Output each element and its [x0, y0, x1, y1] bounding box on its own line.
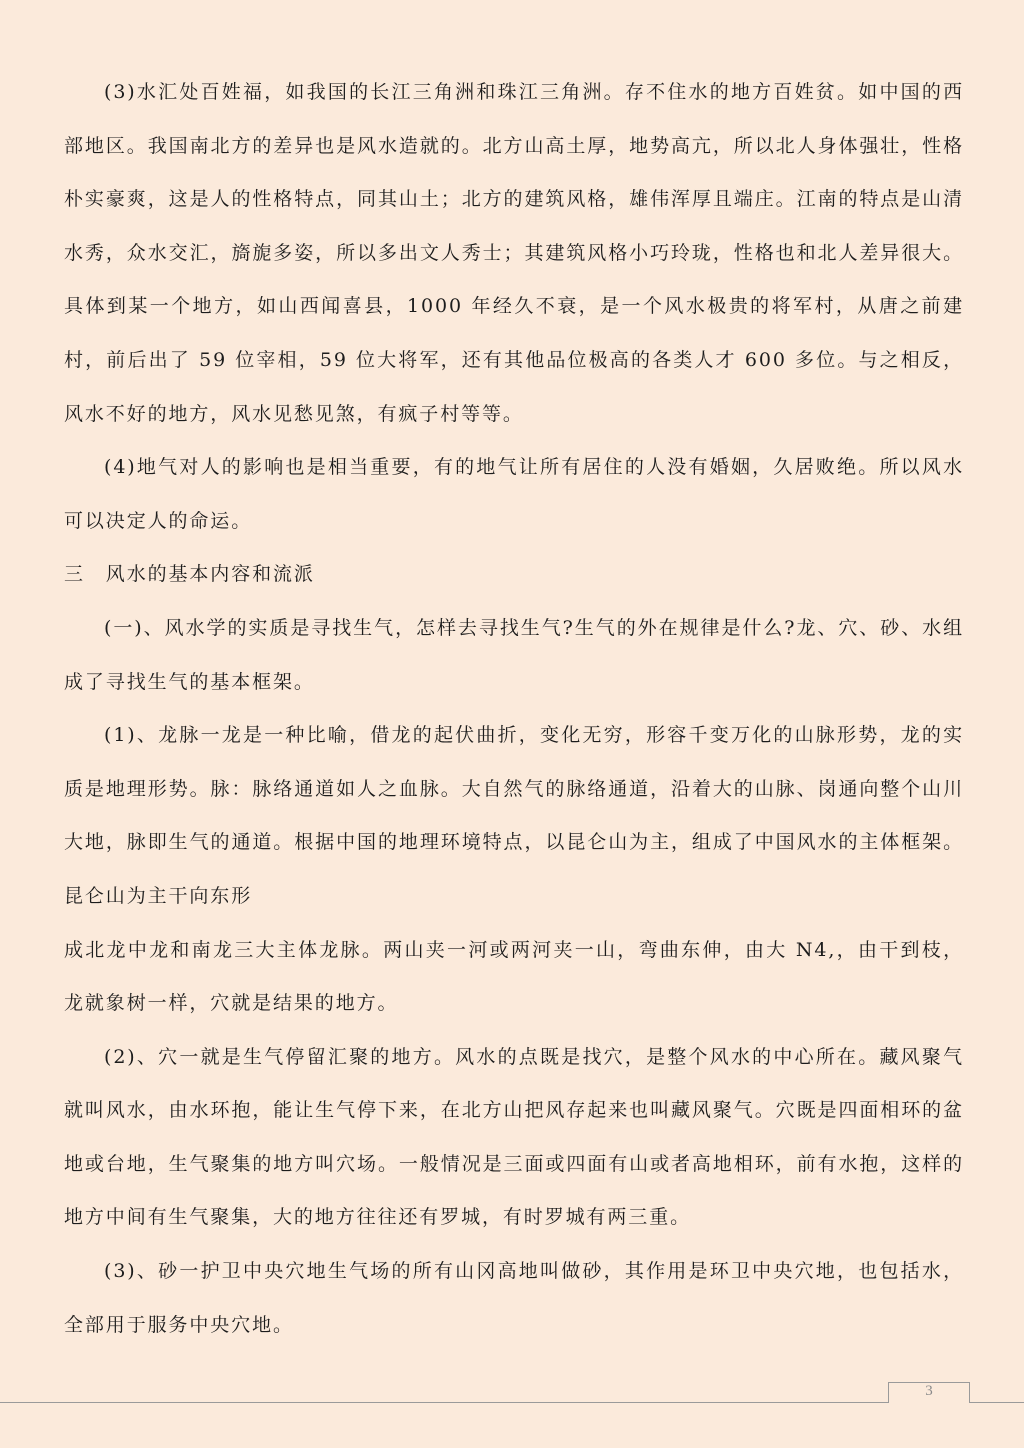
paragraph-sand: (3)、砂一护卫中央穴地生气场的所有山冈高地叫做砂，其作用是环卫中央穴地，也包括水，全部用于服务中央穴地。 [64, 1260, 964, 1336]
paragraph-essence-of-fengshui: (一)、风水学的实质是寻找生气，怎样去寻找生气?生气的外在规律是什么?龙、穴、砂、水组成了寻找生气的基本框架。 [64, 616, 964, 693]
page-footer [0, 1382, 1024, 1412]
document-body [64, 66, 964, 1352]
paragraph-earth-qi: (4)地气对人的影响也是相当重要，有的地气让所有居住的人没有婚姻，久居败绝。所以风水可以决定人的命运。 [64, 456, 964, 532]
paragraph-water-convergence: (3)水汇处百姓福，如我国的长江三角洲和珠江三角洲。存不住水的地方百姓贫。如中国的西部地区。我国南北方的差异也是风水造就的。北方山高土厚，地势高亢，所以北人身体强壮，性格朴实豪爽，这是人的性格特点，同其山土；北方的建筑风格，雄伟浑厚且端庄。江南的特点是山清水秀，众水交汇，旖旎多姿，所以多出文人秀士；其建筑风格小巧玲珑，性格也和北人差异很大。具体到某一个地方，如山西闻喜县，1000 年经久不衰，是一个风水极贵的将军村，从唐之前建村，前后出了 59 位宰相，59 位大将军，还有其他品位极高的各类人才 600 多位。与之相反，风水不好的地方，风水见愁见煞，有疯子村等等。 [64, 81, 964, 425]
paragraph-acupoint: (2)、穴一就是生气停留汇聚的地方。风水的点既是找穴，是整个风水的中心所在。藏风聚气就叫风水，由水环抱，能让生气停下来，在北方山把风存起来也叫藏风聚气。穴既是四面相环的盆地或台地，生气聚集的地方叫穴场。一般情况是三面或四面有山或者高地相环，前有水抱，这样的地方中间有生气聚集，大的地方往往还有罗城，有时罗城有两三重。 [64, 1045, 964, 1229]
paragraph-dragon-vein-continued: 成北龙中龙和南龙三大主体龙脉。两山夹一河或两河夹一山，弯曲东伸，由大 N4,，由干到枝，龙就象树一样，穴就是结果的地方。 [64, 938, 964, 1015]
section-heading: 三 风水的基本内容和流派 [64, 563, 315, 586]
page-number: 3 [925, 1383, 933, 1399]
paragraph-dragon-vein: (1)、龙脉一龙是一种比喻，借龙的起伏曲折，变化无穷，形容千变万化的山脉形势，龙的实质是地理形势。脉：脉络通道如人之血脉。大自然气的脉络通道，沿着大的山脉、岗通向整个山川大地，脉即生气的通道。根据中国的地理环境特点，以昆仑山为主，组成了中国风水的主体框架。昆仑山为主干向东形 [64, 724, 964, 907]
footer-rule [0, 1402, 1024, 1403]
